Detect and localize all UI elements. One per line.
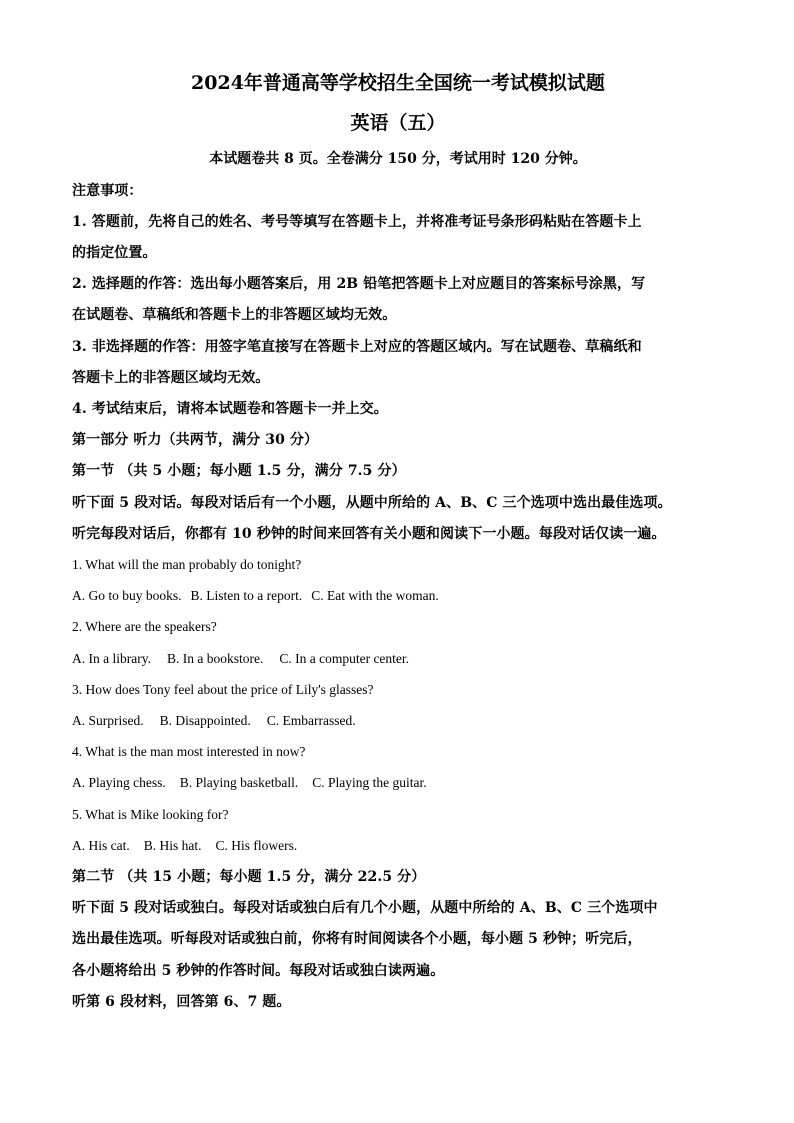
question-2-options <box>72 648 409 670</box>
question-3-option-b: B. Disappointed. <box>159 713 251 728</box>
question-3: 3. How does Tony feel about the price of Lily's glasses? <box>72 682 374 697</box>
exam-intro: 本试题卷共 8 页。全卷满分 150 分，考试用时 120 分钟。 <box>209 151 587 167</box>
section-1-instruction-1: 听下面 5 段对话。每段对话后有一个小题，从题中所给的 A、B、C 三个选项中选出最佳选项。 <box>72 495 672 511</box>
section-1-instruction-2: 听完每段对话后，你都有 10 秒钟的时间来回答有关小题和阅读下一小题。每段对话仅读一遍。 <box>72 526 666 542</box>
notice-heading: 注意事项： <box>72 183 143 199</box>
question-1-option-b: B. Listen to a report. <box>190 588 303 603</box>
question-5-options <box>72 835 297 857</box>
question-2: 2. Where are the speakers? <box>72 619 217 634</box>
notice-item-3-line-1: 3. 非选择题的作答：用签字笔直接写在答题卡上对应的答题区域内。写在试题卷、草稿纸和 <box>72 339 642 355</box>
question-1-options <box>72 585 439 607</box>
question-3-options <box>72 710 356 732</box>
question-4-option-a: A. Playing chess. <box>72 775 166 790</box>
question-5: 5. What is Mike looking for? <box>72 807 229 822</box>
question-2-option-a: A. In a library. <box>72 651 151 666</box>
question-1-option-a: A. Go to buy books. <box>72 588 182 603</box>
section-2-heading: 第二节 （共 15 小题；每小题 1.5 分，满分 22.5 分） <box>72 869 426 885</box>
notice-item-2-line-2: 在试题卷、草稿纸和答题卡上的非答题区域均无效。 <box>72 307 397 323</box>
material-6-instruction: 听第 6 段材料，回答第 6、7 题。 <box>72 994 291 1010</box>
notice-item-4: 4. 考试结束后，请将本试题卷和答题卡一并上交。 <box>72 401 388 417</box>
section-2-instruction-3: 各小题将给出 5 秒钟的作答时间。每段对话或独白读两遍。 <box>72 963 445 979</box>
question-4-option-b: B. Playing basketball. <box>179 775 299 790</box>
exam-subtitle: 英语（五） <box>350 112 446 134</box>
question-3-option-c: C. Embarrassed. <box>266 713 356 728</box>
part-1-heading: 第一部分 听力（共两节，满分 30 分） <box>72 432 319 448</box>
question-5-option-a: A. His cat. <box>72 838 130 853</box>
section-2-instruction-1: 听下面 5 段对话或独白。每段对话或独白后有几个小题，从题中所给的 A、B、C 三个选项中 <box>72 900 658 916</box>
question-1-option-c: C. Eat with the woman. <box>311 588 439 603</box>
section-1-heading: 第一节 （共 5 小题；每小题 1.5 分，满分 7.5 分） <box>72 463 406 479</box>
question-5-option-c: C. His flowers. <box>215 838 298 853</box>
question-1: 1. What will the man probably do tonight? <box>72 557 302 572</box>
question-2-option-b: B. In a bookstore. <box>166 651 264 666</box>
question-4-options <box>72 772 427 794</box>
section-2-instruction-2: 选出最佳选项。听每段对话或独白前，你将有时间阅读各个小题，每小题 5 秒钟；听完后， <box>72 931 642 947</box>
question-4-option-c: C. Playing the guitar. <box>312 775 427 790</box>
notice-item-1-line-2: 的指定位置。 <box>72 245 157 261</box>
notice-item-3-line-2: 答题卡上的非答题区域均无效。 <box>72 370 270 386</box>
question-2-option-c: C. In a computer center. <box>279 651 410 666</box>
notice-item-2-line-1: 2. 选择题的作答：选出每小题答案后，用 2B 铅笔把答题卡上对应题目的答案标号涂黑，写 <box>72 276 646 292</box>
exam-title: 2024年普通高等学校招生全国统一考试模拟试题 <box>191 72 605 94</box>
question-4: 4. What is the man most interested in now? <box>72 744 306 759</box>
notice-item-1-line-1: 1. 答题前，先将自己的姓名、考号等填写在答题卡上，并将准考证号条形码粘贴在答题卡上 <box>72 214 642 230</box>
question-3-option-a: A. Surprised. <box>72 713 144 728</box>
question-5-option-b: B. His hat. <box>143 838 202 853</box>
